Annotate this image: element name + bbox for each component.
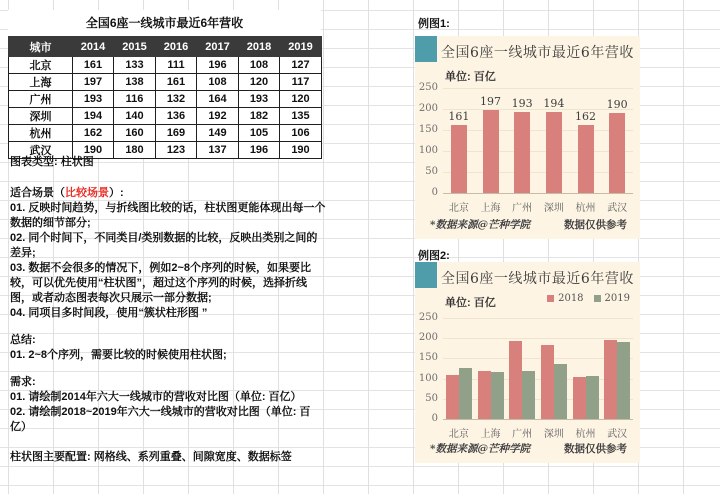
- x-axis-line: [443, 193, 633, 194]
- note-line: [10, 186, 326, 201]
- table-cell[interactable]: 杭州: [9, 125, 73, 142]
- x-axis-category-label: 武汉: [607, 429, 628, 440]
- table-cell[interactable]: 180: [114, 142, 156, 159]
- bar-2018-武汉: [604, 340, 617, 419]
- table-cell[interactable]: 135: [280, 108, 322, 125]
- example2-label: 例图2:: [418, 250, 450, 262]
- bar-2014-深圳: [546, 112, 562, 193]
- chart-footer: [430, 217, 627, 232]
- legend-item: [547, 293, 583, 304]
- note-line: 01. 2~8个序列，需要比较的时候使用柱状图;: [10, 349, 227, 361]
- chart-accent-square: [415, 36, 437, 62]
- bar-data-label: 190: [606, 98, 628, 112]
- chart-plot-area: [418, 312, 633, 424]
- chart-title: 全国6座一线城市最近6年营收: [441, 271, 634, 287]
- chart-x-axis-labels: [443, 425, 633, 440]
- table-cell[interactable]: 132: [156, 91, 197, 108]
- x-axis-category-label: 武汉: [607, 203, 628, 214]
- note-text: 适合场景（: [10, 187, 65, 199]
- table-row: [9, 57, 322, 74]
- table-header-cell[interactable]: 2017: [197, 37, 239, 57]
- note-line: 02. 请绘制2018~2019年六大一线城市的营收对比图（单位: 百亿）: [10, 406, 311, 433]
- note-highlight-text: 比较场景: [65, 187, 109, 199]
- bar-2014-广州: [514, 112, 530, 193]
- bar-2019-广州: [522, 371, 535, 419]
- chart-unit-label: 单位: 百亿: [445, 71, 496, 83]
- table-cell[interactable]: 169: [156, 125, 197, 142]
- bar-2019-深圳: [554, 364, 567, 419]
- note-line: 图表类型: 柱状图: [10, 156, 94, 168]
- table-cell[interactable]: 162: [73, 125, 114, 142]
- table-row: [9, 74, 322, 91]
- bar-data-label: 194: [543, 96, 565, 110]
- note-line: 01. 反映时间趋势，与折线图比较的话，柱状图更能体现出每一个数据的细节部分;: [10, 202, 326, 229]
- table-cell[interactable]: 127: [280, 57, 322, 74]
- x-axis-category-label: 北京: [448, 429, 469, 440]
- note-line: 柱状图主要配置: 网格线、系列重叠、间隙宽度、数据标签: [10, 451, 292, 463]
- y-gridline: [443, 151, 633, 152]
- table-cell[interactable]: 116: [114, 91, 156, 108]
- table-cell[interactable]: 120: [280, 91, 322, 108]
- table-header-cell[interactable]: 2018: [239, 37, 280, 57]
- table-cell[interactable]: 136: [156, 108, 197, 125]
- bar-2019-上海: [491, 372, 504, 419]
- note-line: 01. 请绘制2014年六大一线城市的营收对比图（单位: 百亿）: [10, 391, 302, 403]
- table-cell[interactable]: 190: [280, 142, 322, 159]
- table-cell[interactable]: 196: [197, 57, 239, 74]
- table-header-cell[interactable]: 2019: [280, 37, 322, 57]
- y-tick-label: 150: [418, 352, 438, 364]
- x-axis-category-label: 广州: [512, 203, 533, 214]
- y-tick-label: 100: [418, 372, 438, 384]
- table-header-cell[interactable]: 城市: [9, 37, 73, 57]
- legend-swatch: [547, 295, 554, 302]
- table-cell[interactable]: 193: [73, 91, 114, 108]
- table-cell[interactable]: 149: [197, 125, 239, 142]
- revenue-table-header: [9, 37, 322, 57]
- legend-item: [594, 293, 630, 304]
- bar-2014-上海: [483, 110, 499, 193]
- bar-2018-上海: [478, 371, 491, 419]
- x-axis-category-label: 深圳: [543, 429, 564, 440]
- bar-2018-北京: [446, 375, 459, 419]
- chart-legend: [547, 293, 630, 304]
- x-axis-category-label: 杭州: [575, 429, 596, 440]
- bar-data-label: 162: [574, 109, 596, 123]
- note-line: 02. 同个时间下，不同类目/类别数据的比较，反映出类别之间的差异;: [10, 232, 318, 259]
- table-header-cell[interactable]: 2016: [156, 37, 197, 57]
- table-cell[interactable]: 117: [280, 74, 322, 91]
- x-axis-line: [443, 419, 633, 420]
- table-cell[interactable]: 196: [239, 142, 280, 159]
- y-tick-label: 150: [418, 124, 438, 135]
- table-cell[interactable]: 108: [197, 74, 239, 91]
- table-cell[interactable]: 北京: [9, 57, 73, 74]
- example1-label: 例图1:: [418, 18, 450, 30]
- x-axis-category-label: 北京: [448, 203, 469, 214]
- table-cell[interactable]: 120: [239, 74, 280, 91]
- bar-data-label: 193: [511, 96, 533, 110]
- table-cell[interactable]: 193: [239, 91, 280, 108]
- bar-2014-北京: [451, 125, 467, 193]
- bar-2018-杭州: [573, 377, 586, 419]
- chart-footnote-source: *数据来源@芒种学院: [430, 219, 530, 231]
- y-tick-label: 0: [431, 413, 438, 424]
- x-axis-category-label: 深圳: [543, 203, 564, 214]
- bar-2019-武汉: [617, 342, 630, 419]
- y-tick-label: 50: [425, 166, 438, 177]
- chart-title: 全国6座一线城市最近6年营收: [441, 45, 634, 61]
- y-gridline: [443, 172, 633, 173]
- bar-2018-广州: [509, 341, 522, 419]
- table-cell[interactable]: 123: [156, 142, 197, 159]
- table-cell[interactable]: 111: [156, 57, 197, 74]
- y-tick-label: 200: [418, 103, 438, 114]
- table-cell[interactable]: 133: [114, 57, 156, 74]
- y-tick-label: 100: [418, 145, 438, 156]
- x-axis-category-label: 上海: [480, 203, 501, 214]
- chart-footer: [430, 441, 627, 456]
- table-cell[interactable]: 192: [197, 108, 239, 125]
- bar-2014-武汉: [609, 113, 625, 193]
- notes-block: [10, 155, 326, 465]
- chart-footnote-disclaimer: 数据仅供参考: [564, 443, 627, 455]
- y-tick-label: 50: [425, 392, 438, 404]
- chart-unit-label: 单位: 百亿: [445, 297, 496, 309]
- table-cell[interactable]: 164: [197, 91, 239, 108]
- bar-data-label: 161: [448, 110, 470, 124]
- y-tick-label: 200: [418, 332, 438, 344]
- note-line: 03. 数据不会很多的情况下，例如2~8个序列的时候，如果要比较，可以优先使用“柱状图”，超过这个序列的时候，选择折线图，或者动态图表每次只展示一部分数据;: [10, 262, 312, 304]
- table-cell[interactable]: 武汉: [9, 142, 73, 159]
- y-tick-label: 250: [418, 82, 438, 93]
- table-row: [9, 91, 322, 108]
- table-cell[interactable]: 138: [114, 74, 156, 91]
- table-cell[interactable]: 161: [73, 57, 114, 74]
- table-cell[interactable]: 上海: [9, 74, 73, 91]
- bar-2019-北京: [459, 368, 472, 419]
- table-cell[interactable]: 160: [114, 125, 156, 142]
- chart-accent-square: [415, 262, 437, 288]
- table-cell[interactable]: 106: [280, 125, 322, 142]
- x-axis-category-label: 杭州: [575, 203, 596, 214]
- note-line: 总结:: [10, 334, 36, 346]
- revenue-table[interactable]: [8, 36, 322, 159]
- chart-footnote-disclaimer: 数据仅供参考: [564, 219, 627, 231]
- bar-data-label: 197: [479, 95, 501, 109]
- legend-swatch: [594, 295, 601, 302]
- table-cell[interactable]: 108: [239, 57, 280, 74]
- note-line: 04. 同项目多时间段，使用“簇状柱形图 ”: [10, 307, 208, 319]
- table-cell[interactable]: 广州: [9, 91, 73, 108]
- table-header-cell[interactable]: 2014: [73, 37, 114, 57]
- x-axis-category-label: 上海: [480, 429, 501, 440]
- table-cell[interactable]: 190: [73, 142, 114, 159]
- y-gridline: [443, 88, 633, 89]
- table-cell[interactable]: 161: [156, 74, 197, 91]
- legend-label: 2018: [558, 293, 584, 304]
- bar-2019-杭州: [586, 376, 599, 419]
- table-cell[interactable]: 194: [73, 108, 114, 125]
- example-chart-1[interactable]: [415, 36, 640, 239]
- table-cell[interactable]: 105: [239, 125, 280, 142]
- note-text: ）:: [109, 187, 124, 199]
- bar-2014-杭州: [578, 125, 594, 193]
- example-chart-2[interactable]: [415, 262, 640, 463]
- table-cell[interactable]: 182: [239, 108, 280, 125]
- y-tick-label: 0: [431, 187, 438, 198]
- table-row: [9, 125, 322, 142]
- table-header-cell[interactable]: 2015: [114, 37, 156, 57]
- chart-plot-area: [418, 82, 633, 198]
- y-tick-label: 250: [418, 312, 438, 323]
- chart-x-axis-labels: [443, 199, 633, 214]
- legend-label: 2019: [604, 293, 630, 304]
- table-row: [9, 108, 322, 125]
- note-line: 需求:: [10, 376, 36, 388]
- chart-footnote-source: *数据来源@芒种学院: [430, 443, 530, 455]
- bar-2018-深圳: [541, 345, 554, 419]
- table-cell[interactable]: 197: [73, 74, 114, 91]
- table-cell[interactable]: 深圳: [9, 108, 73, 125]
- table-cell[interactable]: 140: [114, 108, 156, 125]
- table-cell[interactable]: 137: [197, 142, 239, 159]
- x-axis-category-label: 广州: [512, 429, 533, 440]
- y-gridline: [443, 318, 633, 319]
- sheet-table-title: 全国6座一线城市最近6年营收: [8, 10, 321, 36]
- y-gridline: [443, 130, 633, 131]
